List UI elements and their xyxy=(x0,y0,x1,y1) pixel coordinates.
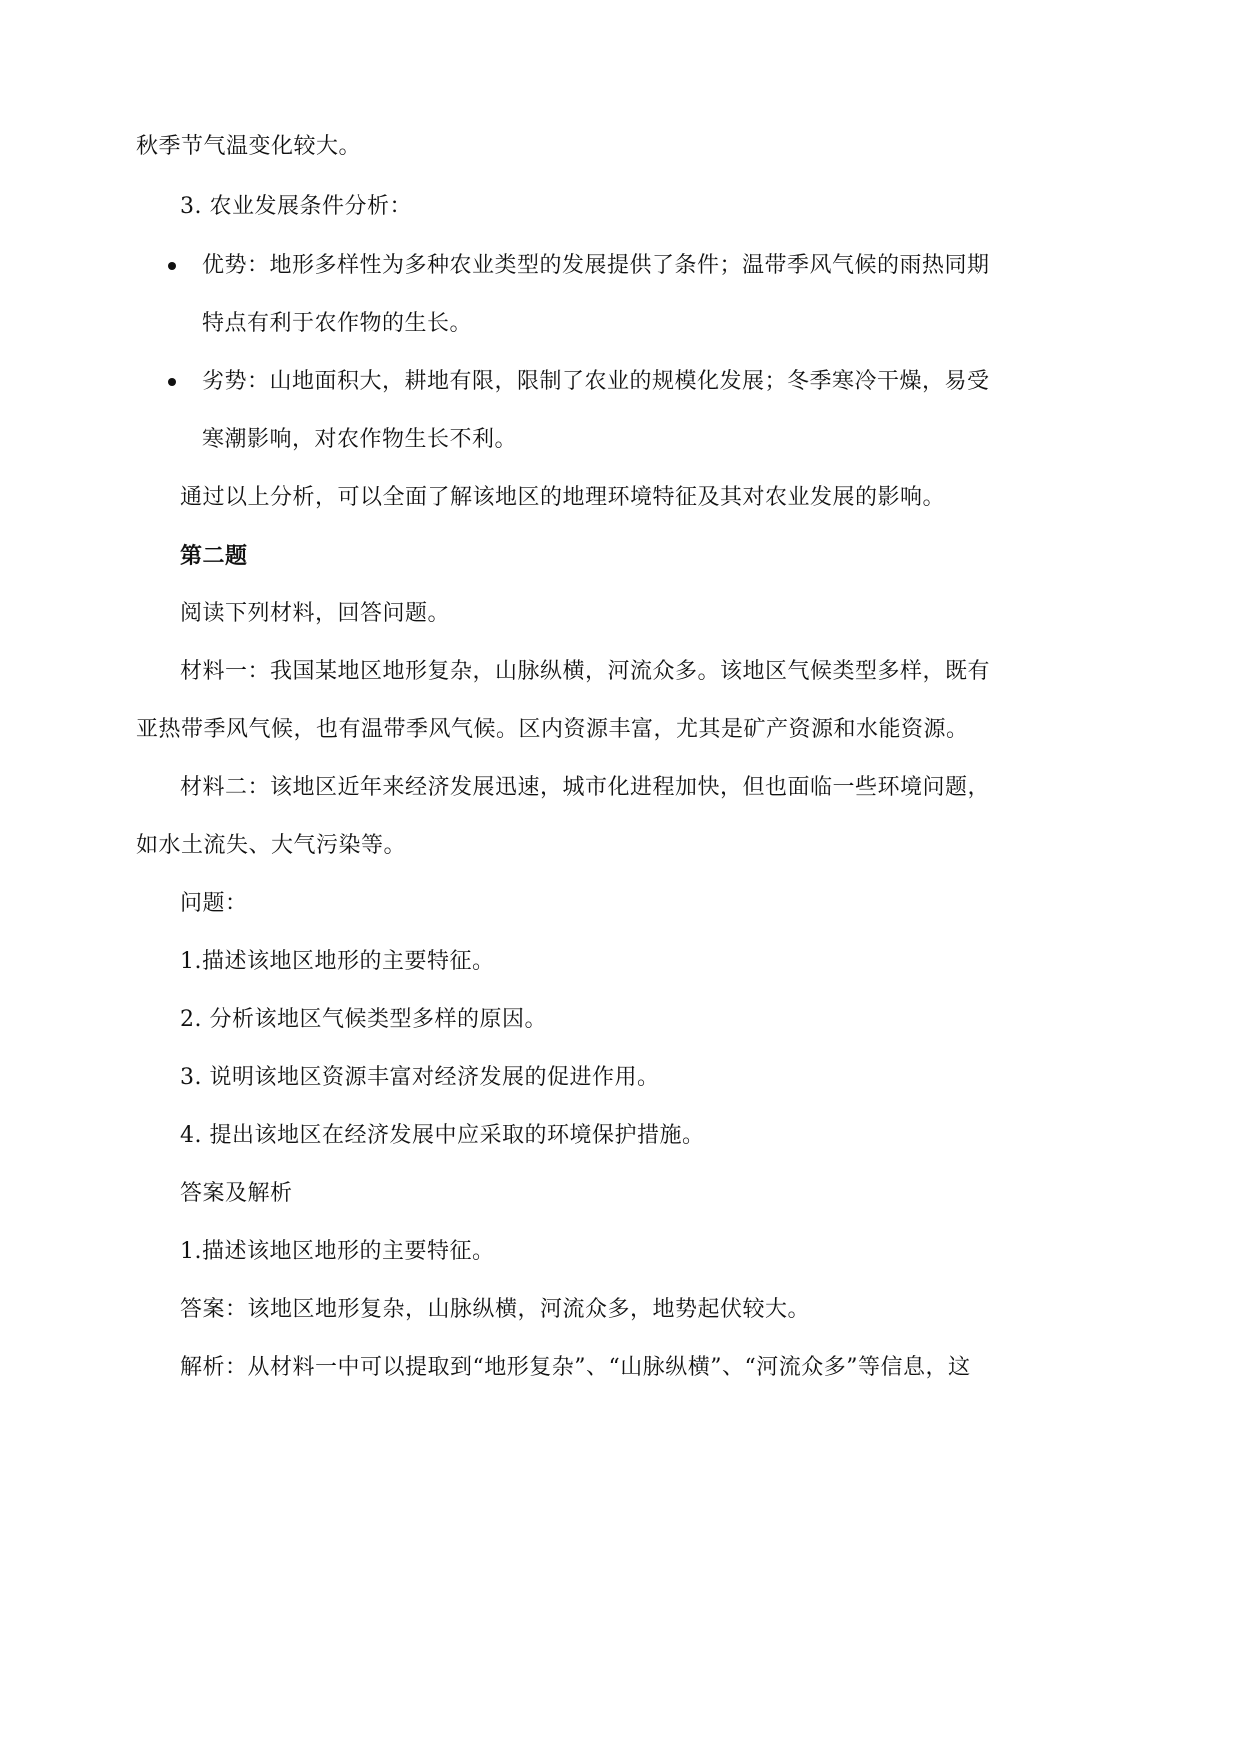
answer-text: 答案：该地区地形复杂，山脉纵横，河流众多，地势起伏较大。 xyxy=(180,1297,811,1322)
bullet-text-line: 寒潮影响，对农作物生长不利。 xyxy=(202,427,518,452)
answers-heading: 答案及解析 xyxy=(180,1181,293,1206)
material-text-line: 材料二：该地区近年来经济发展迅速，城市化进程加快，但也面临一些环境问题， xyxy=(180,775,991,800)
bullet-text-line: 优势：地形多样性为多种农业类型的发展提供了条件；温带季风气候的雨热同期 xyxy=(202,253,990,278)
answer-question: 1.描述该地区地形的主要特征。 xyxy=(180,1239,495,1264)
bullet-dot-icon xyxy=(168,378,176,386)
instruction-text: 阅读下列材料，回答问题。 xyxy=(180,601,451,626)
summary-text: 通过以上分析，可以全面了解该地区的地理环境特征及其对农业发展的影响。 xyxy=(180,485,946,510)
question-item: 2. 分析该地区气候类型多样的原因。 xyxy=(180,1007,547,1032)
bullet-text-line: 劣势：山地面积大，耕地有限，限制了农业的规模化发展；冬季寒冷干燥，易受 xyxy=(202,369,990,394)
bullet-text-line: 特点有利于农作物的生长。 xyxy=(202,311,473,336)
continuation-text: 秋季节气温变化较大。 xyxy=(136,134,362,159)
question-item: 3. 说明该地区资源丰富对经济发展的促进作用。 xyxy=(180,1065,660,1090)
question-title: 第二题 xyxy=(180,543,248,569)
analysis-text: 解析：从材料一中可以提取到“地形复杂”、“山脉纵横”、“河流众多”等信息，这 xyxy=(180,1355,971,1380)
section-heading: 3. 农业发展条件分析： xyxy=(180,194,412,219)
material-text-line: 如水土流失、大气污染等。 xyxy=(136,833,407,858)
bullet-dot-icon xyxy=(168,262,176,270)
material-text-line: 亚热带季风气候，也有温带季风气候。区内资源丰富，尤其是矿产资源和水能资源。 xyxy=(136,717,969,742)
question-item: 4. 提出该地区在经济发展中应采取的环境保护措施。 xyxy=(180,1123,705,1148)
questions-label: 问题： xyxy=(180,891,248,916)
question-item: 1.描述该地区地形的主要特征。 xyxy=(180,949,495,974)
material-text-line: 材料一：我国某地区地形复杂，山脉纵横，河流众多。该地区气候类型多样，既有 xyxy=(180,659,991,684)
